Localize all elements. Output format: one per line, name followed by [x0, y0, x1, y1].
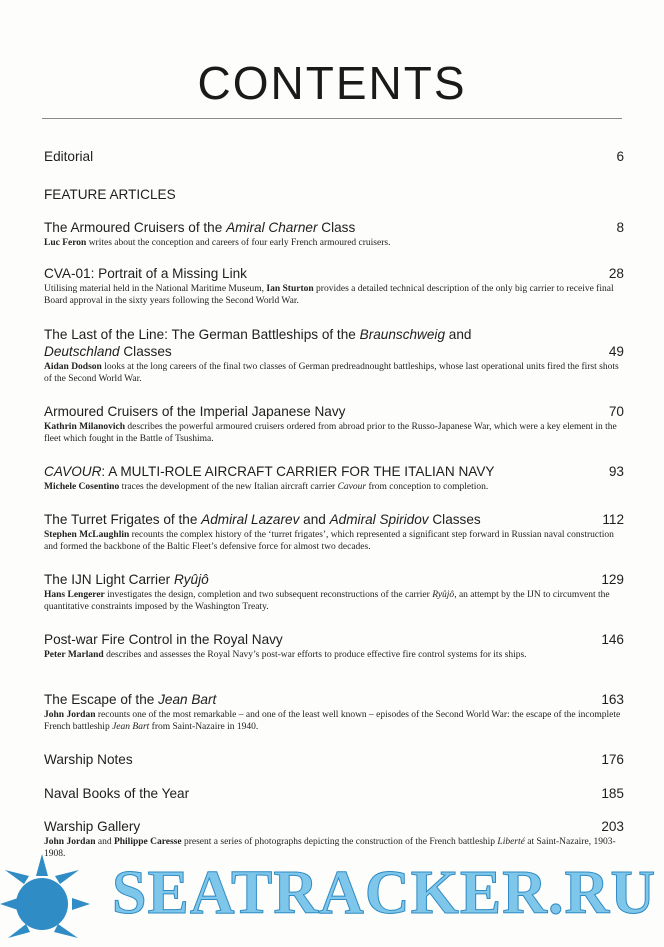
- entry-description: Stephen McLaughlin recounts the complex history of the ‘turret frigates’, which represented a significant step forward in Russian naval construction and formed the backbone of the Baltic Fleet’s defensive force for almost two decades.: [44, 530, 614, 552]
- page-number: 163: [601, 692, 624, 707]
- page-number: 146: [601, 632, 624, 647]
- toc-entry-editorial[interactable]: [44, 148, 624, 165]
- page-number: 112: [602, 512, 624, 527]
- toc-entry[interactable]: [44, 326, 624, 385]
- toc-entry-naval-books[interactable]: [44, 785, 624, 802]
- toc-entry-warship-notes[interactable]: [44, 751, 624, 768]
- toc-entry[interactable]: [44, 463, 624, 493]
- entry-title: Post-war Fire Control in the Royal Navy: [44, 632, 283, 647]
- toc-entry[interactable]: [44, 219, 624, 249]
- entry-description: John Jordan and Philippe Caresse present a series of photographs depicting the construction of the French battleship Liberté at Saint-Nazaire, 1903-1908.: [44, 837, 616, 859]
- toc-entry[interactable]: [44, 631, 624, 661]
- entry-description: John Jordan recounts one of the most remarkable – and one of the least well known – episodes of the Second World War: the escape of the incomplete French battleship Jean Bart from Saint-Nazaire in 1940.: [44, 710, 621, 732]
- entry-title: The Armoured Cruisers of the Amiral Charner Class: [44, 220, 356, 235]
- entry-description: Aidan Dodson looks at the long careers of the final two classes of German predreadnought battleships, whose last operational units fired the first shots of the Second World War.: [44, 362, 619, 384]
- toc-entry[interactable]: [44, 403, 624, 445]
- page-number: 6: [616, 149, 624, 164]
- toc-entry[interactable]: [44, 691, 624, 733]
- entry-title: CVA-01: Portrait of a Missing Link: [44, 266, 247, 281]
- page-number: 8: [616, 220, 624, 235]
- entry-description: Utilising material held in the National Maritime Museum, Ian Sturton provides a detailed technical description of the only big carrier to receive final Board approval in the sixty years following the Second World War.: [44, 284, 614, 306]
- entry-title: Warship Notes: [44, 752, 133, 767]
- entry-description: Michele Cosentino traces the development of the new Italian aircraft carrier Cavour from conception to completion.: [44, 482, 489, 492]
- page-number: 70: [608, 404, 624, 419]
- entry-title: The Turret Frigates of the Admiral Lazarev and Admiral Spiridov Classes: [44, 512, 481, 527]
- title-divider: [42, 118, 622, 119]
- section-heading: FEATURE ARTICLES: [44, 187, 176, 202]
- toc-entry[interactable]: [44, 571, 624, 613]
- page-number: 129: [601, 572, 624, 587]
- entry-title: The Escape of the Jean Bart: [44, 692, 217, 707]
- entry-title: CAVOUR: A MULTI-ROLE AIRCRAFT CARRIER FOR THE ITALIAN NAVY: [44, 464, 495, 479]
- entry-description: Peter Marland describes and assesses the Royal Navy’s post-war efforts to produce effective fire control systems for its ships.: [44, 650, 527, 660]
- entry-title: Editorial: [44, 149, 94, 164]
- entry-title-line2: Deutschland Classes: [44, 344, 172, 359]
- toc-entry[interactable]: [44, 511, 624, 553]
- entry-title: The Last of the Line: The German Battleships of the Braunschweig and: [44, 327, 472, 342]
- entry-title: The IJN Light Carrier Ryûjô: [44, 572, 209, 587]
- entry-title: Armoured Cruisers of the Imperial Japanese Navy: [44, 404, 346, 419]
- entry-description: Kathrin Milanovich describes the powerful armoured cruisers ordered from abroad prior to the Russo-Japanese War, which were a key element in the fleet which fought in the Battle of Tsushima.: [44, 422, 617, 444]
- entry-title: Naval Books of the Year: [44, 786, 190, 801]
- entry-description: Hans Lengerer investigates the design, completion and two subsequent reconstructions of the carrier Ryûjô, an attempt by the IJN to circumvent the quantitative constraints imposed by the Washington Treaty.: [44, 590, 610, 612]
- page-title: CONTENTS: [197, 57, 467, 109]
- page-number: 28: [608, 266, 624, 281]
- page-number: 203: [601, 819, 624, 834]
- toc-entry[interactable]: [44, 265, 624, 307]
- page-number: 93: [608, 464, 624, 479]
- page-number: 49: [608, 344, 624, 359]
- page-number: 185: [601, 786, 624, 801]
- page-number: 176: [601, 752, 624, 767]
- entry-description: Luc Feron writes about the conception and careers of four early French armoured cruisers.: [44, 238, 391, 248]
- watermark-text: SEATRACKER.RU: [112, 859, 657, 927]
- entry-title: Warship Gallery: [44, 819, 141, 834]
